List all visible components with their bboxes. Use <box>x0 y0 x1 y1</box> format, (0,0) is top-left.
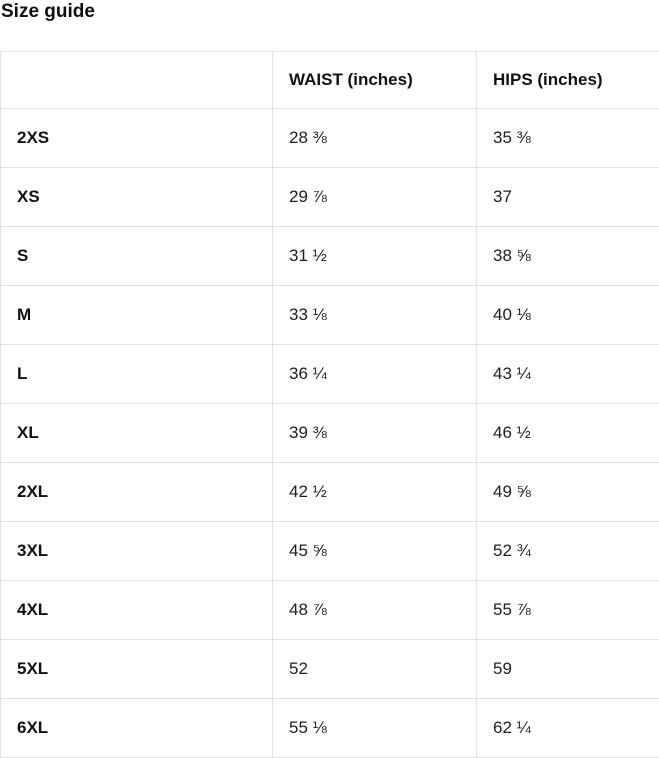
table-row <box>1 227 659 286</box>
table-row <box>1 522 659 581</box>
size-cell: 2XL <box>1 463 273 522</box>
hips-cell: 55 ⅞ <box>477 581 659 640</box>
hips-cell: 49 ⅝ <box>477 463 659 522</box>
table-row <box>1 404 659 463</box>
hips-cell: 52 ¾ <box>477 522 659 581</box>
header-cell-hips: HIPS (inches) <box>477 52 659 109</box>
table-row <box>1 345 659 404</box>
waist-cell: 29 ⅞ <box>273 168 477 227</box>
waist-cell: 55 ⅛ <box>273 699 477 758</box>
waist-cell: 45 ⅝ <box>273 522 477 581</box>
hips-cell: 46 ½ <box>477 404 659 463</box>
waist-cell: 36 ¼ <box>273 345 477 404</box>
table-row <box>1 640 659 699</box>
header-cell-waist: WAIST (inches) <box>273 52 477 109</box>
hips-cell: 59 <box>477 640 659 699</box>
waist-cell: 39 ⅜ <box>273 404 477 463</box>
table-row <box>1 286 659 345</box>
waist-cell: 52 <box>273 640 477 699</box>
size-cell: 4XL <box>1 581 273 640</box>
waist-cell: 48 ⅞ <box>273 581 477 640</box>
table-row <box>1 109 659 168</box>
table-row <box>1 581 659 640</box>
hips-cell: 43 ¼ <box>477 345 659 404</box>
size-cell: XS <box>1 168 273 227</box>
hips-cell: 35 ⅜ <box>477 109 659 168</box>
table-row <box>1 168 659 227</box>
header-cell-size <box>1 52 273 109</box>
size-cell: S <box>1 227 273 286</box>
table-row <box>1 699 659 758</box>
size-cell: XL <box>1 404 273 463</box>
waist-cell: 42 ½ <box>273 463 477 522</box>
page-title: Size guide <box>1 1 95 22</box>
size-cell: 5XL <box>1 640 273 699</box>
size-guide-table <box>0 51 659 758</box>
hips-cell: 40 ⅛ <box>477 286 659 345</box>
size-cell: M <box>1 286 273 345</box>
waist-cell: 28 ⅜ <box>273 109 477 168</box>
size-cell: L <box>1 345 273 404</box>
table-row <box>1 463 659 522</box>
size-cell: 6XL <box>1 699 273 758</box>
size-cell: 3XL <box>1 522 273 581</box>
size-cell: 2XS <box>1 109 273 168</box>
hips-cell: 62 ¼ <box>477 699 659 758</box>
waist-cell: 33 ⅛ <box>273 286 477 345</box>
hips-cell: 38 ⅝ <box>477 227 659 286</box>
hips-cell: 37 <box>477 168 659 227</box>
table-body <box>1 109 659 758</box>
table-header <box>1 52 659 109</box>
waist-cell: 31 ½ <box>273 227 477 286</box>
header-row <box>1 52 659 109</box>
